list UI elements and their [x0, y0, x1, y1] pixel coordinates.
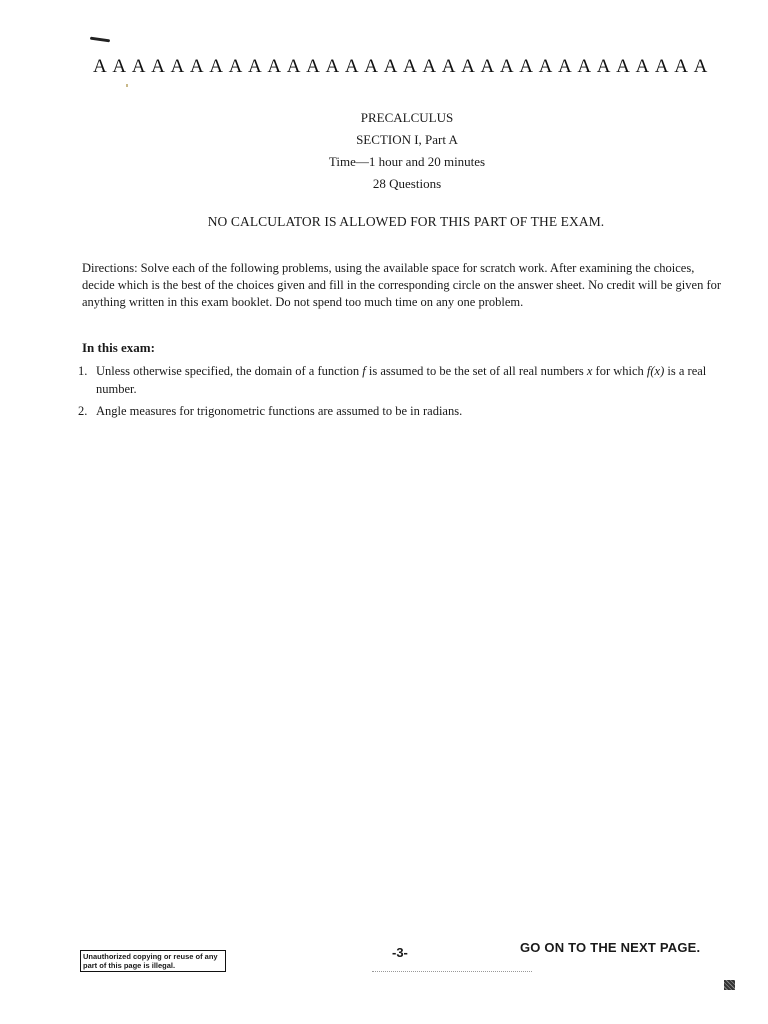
- note-text-part: is assumed to be the set of all real numbers: [365, 364, 587, 378]
- exam-notes-heading: In this exam:: [82, 340, 155, 355]
- list-item-text: Angle measures for trigonometric functions are assumed to be in radians.: [96, 404, 463, 418]
- scan-mark: [90, 37, 110, 43]
- note-text-part: for which: [592, 364, 647, 378]
- note-text-part: is a real number.: [96, 364, 707, 396]
- exam-header: [0, 107, 768, 195]
- list-item: [78, 362, 728, 398]
- time-limit: Time—1 hour and 20 minutes: [328, 154, 486, 169]
- note-text-part: Unless otherwise specified, the domain of a function: [96, 364, 363, 378]
- scan-speck: [126, 84, 128, 87]
- section-marker: A A A A A A A A A A A A A A A A A A A A A A A A A A A A A A A A: [93, 56, 709, 77]
- list-item-text: [96, 362, 728, 398]
- directions-paragraph: [82, 260, 722, 311]
- function-variable: f: [362, 364, 366, 378]
- exam-notes-list: [78, 362, 728, 424]
- list-item: [78, 402, 728, 420]
- page-number: -3-: [392, 945, 408, 960]
- corner-scan-mark: [724, 980, 735, 990]
- subject-title: PRECALCULUS: [360, 110, 454, 125]
- list-item-number: 1.: [78, 364, 88, 378]
- go-on-notice: GO ON TO THE NEXT PAGE.: [520, 940, 701, 955]
- list-item-number: 2.: [78, 404, 88, 418]
- function-expression: f(x): [646, 364, 665, 378]
- scan-dash-line: [372, 971, 532, 973]
- copyright-notice: Unauthorized copying or reuse of any part of this page is illegal.: [80, 950, 226, 972]
- calculator-notice: NO CALCULATOR IS ALLOWED FOR THIS PART OF THE EXAM.: [207, 214, 605, 229]
- directions-text: Solve each of the following problems, using the available space for scratch work. After examining the choices, decide which is the best of the choices given and fill in the corresponding circle on the answer sheet. No credit will be given for anything written in this exam booklet. Do not spend too much time on any one problem.: [82, 261, 722, 309]
- question-count: 28 Questions: [372, 176, 442, 191]
- input-variable: x: [586, 364, 593, 378]
- directions-label: Directions:: [82, 261, 138, 275]
- section-title: SECTION I, Part A: [356, 132, 458, 147]
